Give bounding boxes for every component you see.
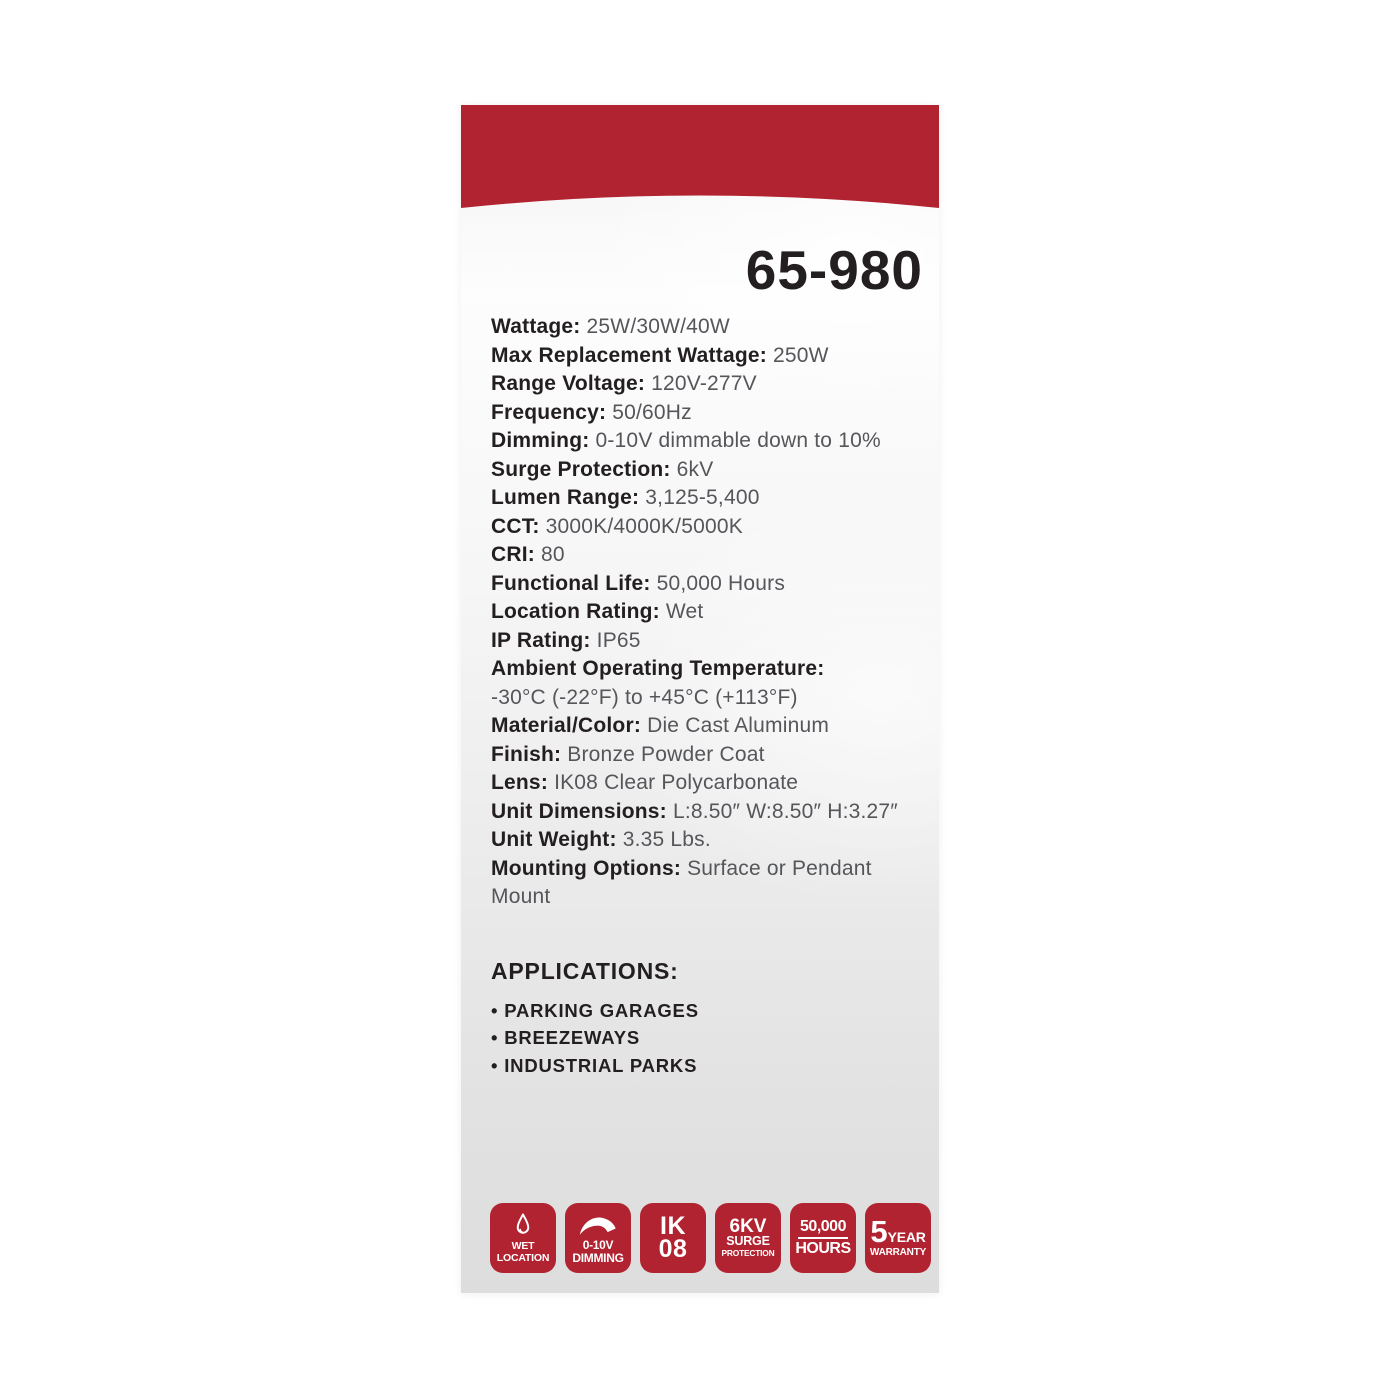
wet-location-label-line2: LOCATION	[496, 1251, 550, 1264]
spec-label: Dimming:	[491, 429, 590, 452]
dimming-badge	[565, 1203, 631, 1273]
spec-value: 250W	[772, 343, 829, 367]
hours-badge	[790, 1203, 856, 1273]
spec-label: CRI:	[491, 543, 535, 566]
spec-value: 3,125-5,400	[645, 486, 760, 509]
spec-label: Material/Color:	[491, 714, 642, 737]
spec-value: 120V-277V	[651, 372, 757, 395]
spec-row-material-color	[491, 712, 921, 741]
spec-label: Functional Life:	[491, 571, 651, 595]
hours-label-line2: HOURS	[795, 1240, 851, 1257]
spec-row-lumen-range	[491, 484, 921, 513]
red-banner	[461, 105, 939, 209]
warranty-year-label: YEAR	[887, 1228, 926, 1245]
dimming-arc-icon	[578, 1212, 618, 1236]
spec-row-ip-rating	[491, 627, 921, 656]
surge-label-line3: PROTECTION	[721, 1248, 775, 1258]
spec-label: Max Replacement Wattage:	[491, 343, 767, 367]
warranty-badge	[865, 1203, 931, 1273]
spec-panel	[461, 105, 939, 1293]
warranty-top-row	[870, 1213, 926, 1249]
certification-badge-row	[490, 1203, 931, 1273]
spec-value: Bronze Powder Coat	[567, 742, 765, 766]
ik08-badge	[640, 1203, 706, 1273]
spec-value: 3.35 Lbs.	[622, 828, 711, 851]
spec-label: CCT:	[491, 514, 540, 538]
spec-label: Frequency:	[491, 400, 607, 424]
spec-label: Unit Weight:	[491, 828, 617, 851]
application-item-breezeways: • BREEZEWAYS	[491, 1024, 921, 1052]
dimming-label-line1: 0-10V	[582, 1238, 614, 1252]
spec-row-unit-weight	[491, 826, 921, 855]
spec-row-location-rating	[491, 598, 921, 627]
spec-value: IK08 Clear Polycarbonate	[554, 771, 799, 794]
spec-label: Unit Dimensions:	[491, 799, 667, 823]
applications-list	[491, 997, 921, 1080]
spec-value: IP65	[596, 628, 641, 652]
warranty-bottom-label: WARRANTY	[869, 1246, 927, 1258]
page-title: 65-980	[745, 239, 923, 301]
spec-value: Die Cast Aluminum	[647, 714, 830, 737]
hours-label-line1: 50,000	[800, 1218, 846, 1235]
spec-row-dimming	[491, 427, 921, 456]
spec-value: L:8.50″ W:8.50″ H:3.27″	[672, 799, 898, 823]
spec-value: 50/60Hz	[612, 400, 692, 424]
wet-location-badge	[490, 1203, 556, 1273]
spec-row-mounting-options	[491, 855, 921, 912]
spec-value: 80	[541, 543, 565, 566]
spec-row-cri	[491, 541, 921, 570]
spec-label: Lumen Range:	[491, 486, 640, 509]
ik08-label-line2: 08	[658, 1235, 688, 1263]
spec-value: 25W/30W/40W	[586, 315, 730, 338]
application-item-industrial-parks: • INDUSTRIAL PARKS	[491, 1052, 921, 1080]
spec-value: 0-10V dimmable down to 10%	[595, 429, 881, 452]
spec-row-functional-life	[491, 570, 921, 599]
spec-label: Location Rating:	[491, 600, 660, 623]
spec-value: -30°C (-22°F) to +45°C (+113°F)	[491, 685, 798, 709]
surge-label-line2: SURGE	[726, 1234, 770, 1248]
spec-row-lens	[491, 769, 921, 798]
spec-label: Finish:	[491, 742, 562, 766]
ik08-label-line1: IK	[660, 1212, 686, 1240]
spec-label: Mounting Options:	[491, 856, 682, 880]
wet-location-label-line1: WET	[511, 1240, 535, 1252]
spec-value: 3000K/4000K/5000K	[545, 514, 743, 538]
warranty-years-number: 5	[870, 1213, 888, 1249]
spec-row-ambient-operating-temperature	[491, 655, 921, 712]
spec-label: Lens:	[491, 771, 549, 794]
spec-row-cct	[491, 513, 921, 542]
dimming-label-line2: DIMMING	[572, 1250, 624, 1265]
spec-row-unit-dimensions	[491, 798, 921, 827]
spec-label: Wattage:	[491, 315, 581, 338]
spec-value: Wet	[665, 600, 704, 623]
spec-row-surge-protection	[491, 456, 921, 485]
spec-row-max-replacement-wattage	[491, 342, 921, 371]
spec-list	[491, 313, 921, 912]
surge-protection-badge	[715, 1203, 781, 1273]
spec-row-wattage	[491, 313, 921, 342]
spec-label: Surge Protection:	[491, 457, 671, 481]
applications-heading: APPLICATIONS:	[491, 957, 679, 984]
spec-row-frequency	[491, 399, 921, 428]
spec-value: 50,000 Hours	[656, 571, 786, 595]
spec-label: IP Rating:	[491, 628, 591, 652]
surge-label-line1: 6KV	[729, 1216, 767, 1237]
spec-label: Range Voltage:	[491, 372, 646, 395]
spec-row-finish	[491, 741, 921, 770]
hours-divider	[798, 1237, 848, 1239]
spec-value: 6kV	[676, 457, 714, 481]
application-item-parking-garages: • PARKING GARAGES	[491, 997, 921, 1025]
applications-section	[491, 958, 921, 1080]
droplet-icon	[513, 1212, 533, 1238]
spec-row-range-voltage	[491, 370, 921, 399]
spec-label: Ambient Operating Temperature:	[491, 657, 825, 680]
spec-value: Surface or Pendant Mount	[491, 856, 872, 908]
